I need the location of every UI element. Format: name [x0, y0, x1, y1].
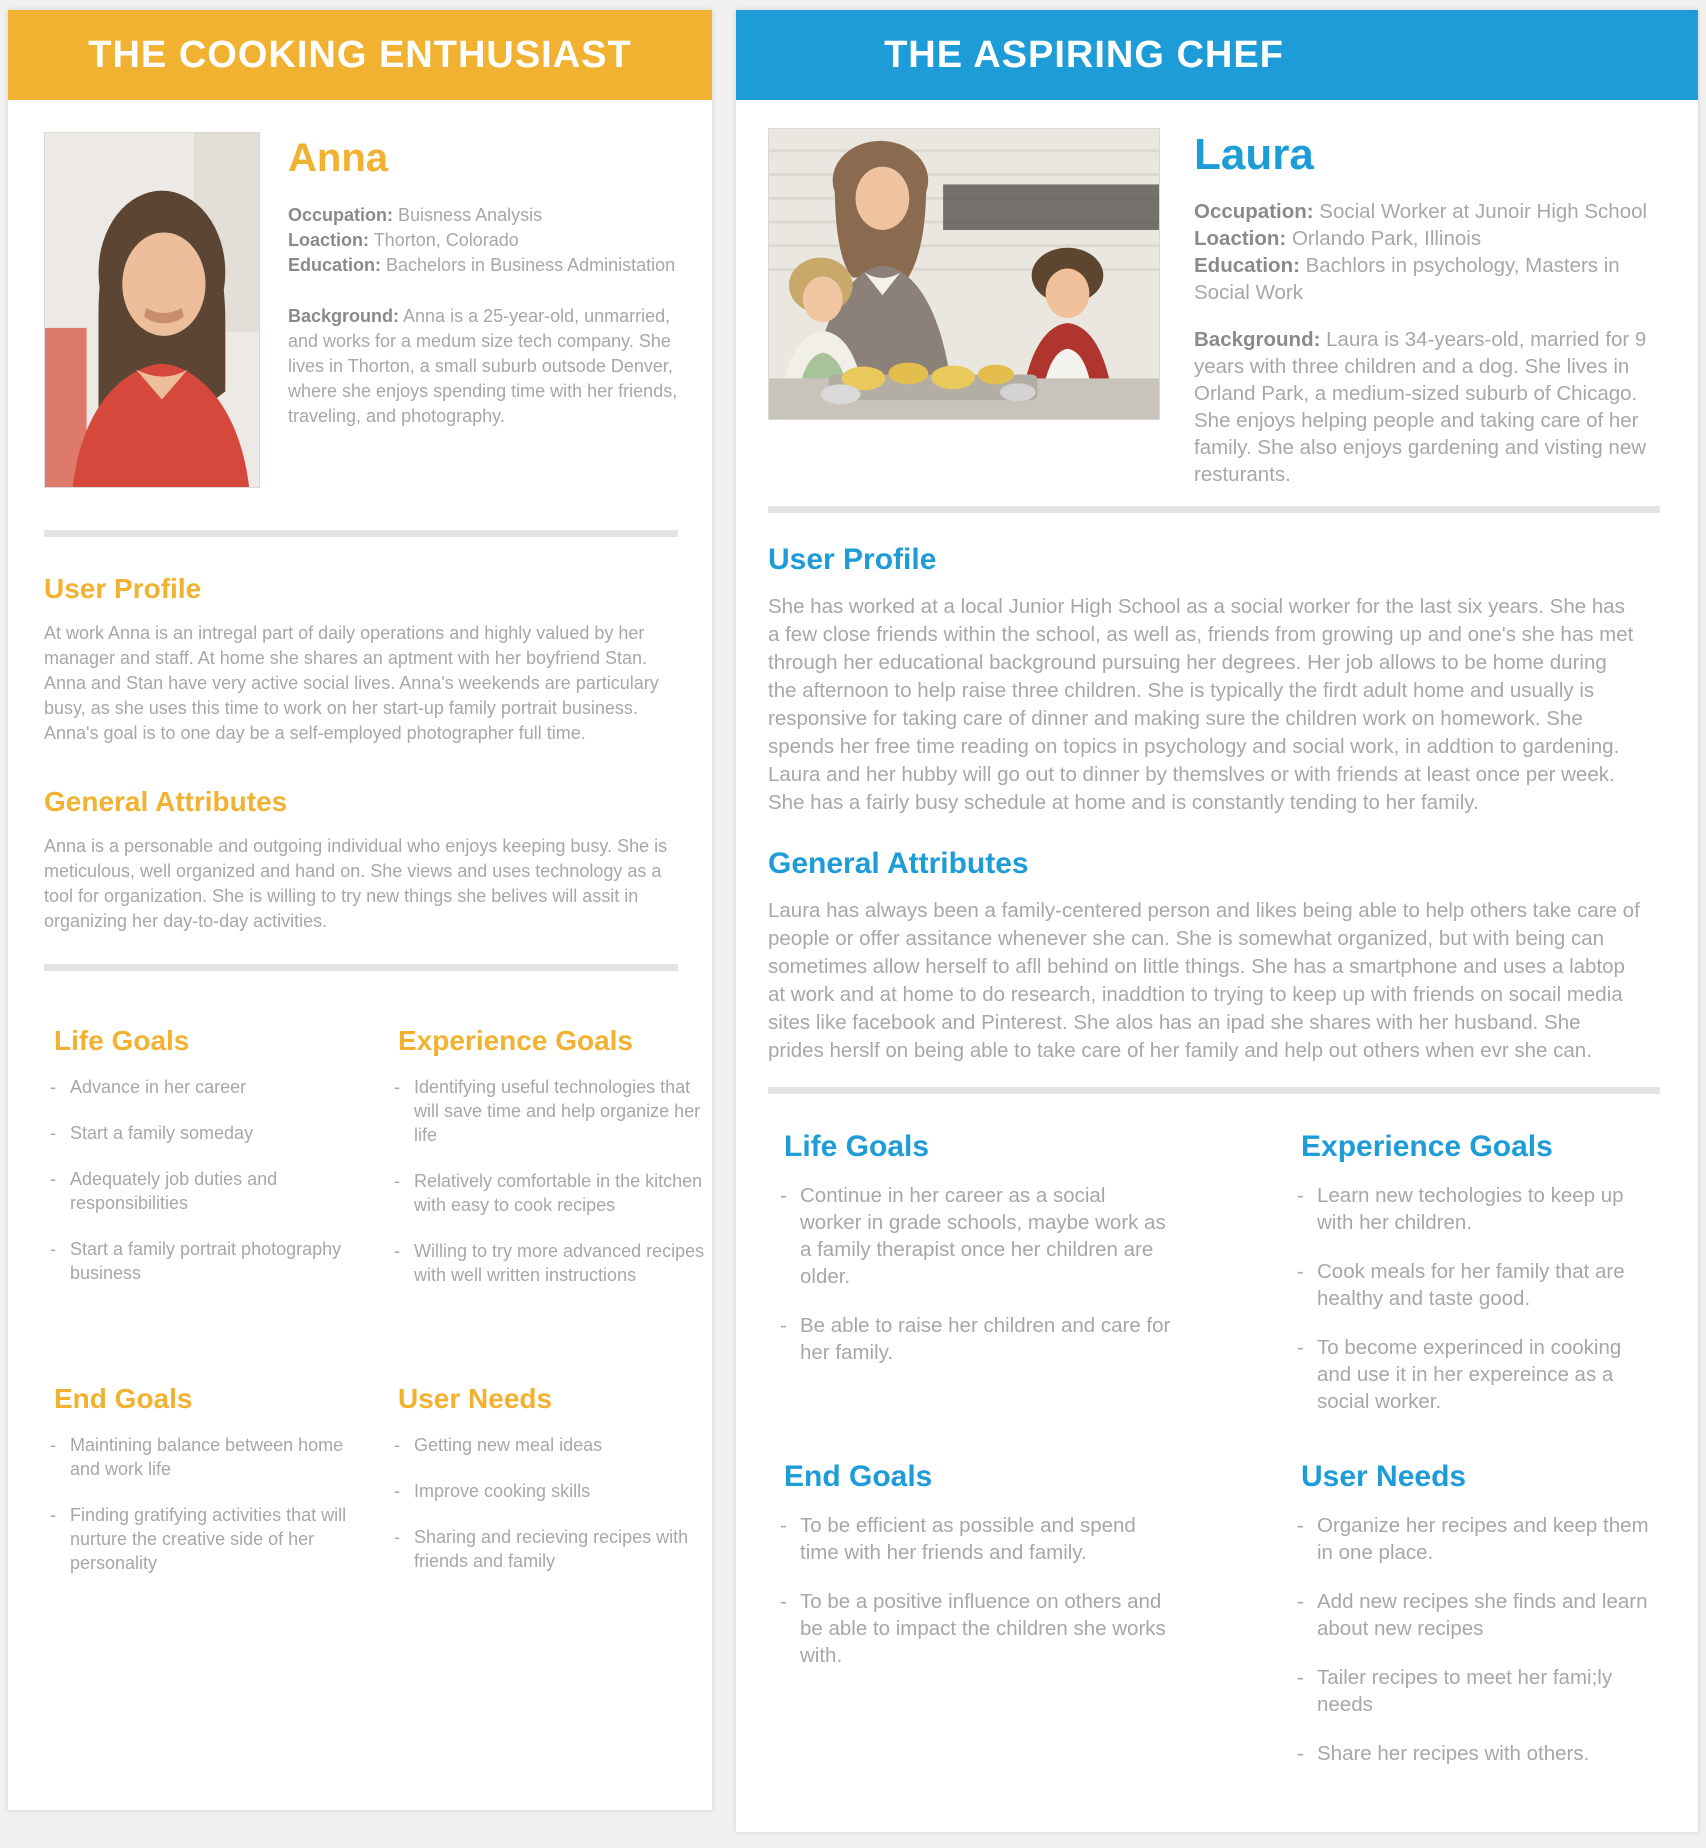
- user-needs-heading: User Needs: [398, 1383, 553, 1414]
- experience-goals-heading: Experience Goals: [1301, 1130, 1553, 1163]
- location-row: [288, 228, 678, 253]
- goal-item: - Adequately job duties and responsibilities: [46, 1167, 362, 1215]
- occupation-value: Buisness Analysis: [398, 205, 543, 225]
- life-goals-heading: Life Goals: [54, 1025, 190, 1056]
- user-profile-text: She has worked at a local Junior High School as a social worker for the last six years. She has a few close friends within the school, as well as, friends from growing up and one's she has met through her educational background pursuing her degrees. Her job allows to be home during the afternoon to help raise three children. She is typically the firdt adult home and usually is responsive for taking care of dinner and making sure the children work on homework. She spends her free time reading on topics in psychology and social work, in addtion to gardening. Laura and her hubby will go out to dinner by themslves or with friends at least once per week. She has a fairly busy schedule at home and is constantly tending to her family.: [768, 595, 1634, 814]
- persona-info: [288, 132, 678, 429]
- occupation-label: Occupation:: [288, 205, 394, 225]
- goal-item: - Maintining balance between home and work life: [46, 1433, 362, 1481]
- education-label: Education:: [1194, 254, 1300, 277]
- end-goals-section: [46, 1383, 390, 1575]
- goal-item: - Continue in her career as a social worker in grade schools, maybe work as a family therapist once her children are older.: [776, 1182, 1172, 1290]
- occupation-label: Occupation:: [1194, 200, 1314, 223]
- general-attributes-text: Laura has always been a family-centered person and likes being able to help others take care of people or offer assitance whenever she can. She is somewhat organized, but with being can sometimes allow herself to afll behind on little things. She has a smartphone and uses a labtop at work and at home to do research, inaddtion to trying to keep up with friends on socail media sites like facebook and Pinterest. She alos has an ipad she shares with her husband. She prides herslf on being able to take care of her family and help out others when evr she can.: [768, 899, 1640, 1062]
- section-divider: [44, 964, 678, 971]
- life-goals-section: [46, 1025, 390, 1287]
- background-row: [1194, 326, 1660, 488]
- goal-item: - Tailer recipes to meet her fami;ly needs: [1293, 1664, 1649, 1718]
- location-label: Loaction:: [288, 230, 369, 250]
- occupation-row: [288, 203, 678, 228]
- experience-goals-list: [1293, 1182, 1673, 1415]
- experience-goals-section: [1293, 1130, 1673, 1415]
- occupation-value: Social Worker at Junoir High School: [1319, 200, 1648, 223]
- location-value: Orlando Park, Illinois: [1291, 227, 1482, 250]
- persona-name: Anna: [288, 136, 388, 180]
- goal-item: - Finding gratifying activities that will nurture the creative side of her personality: [46, 1503, 362, 1575]
- laura-photo-illustration: [769, 129, 1159, 419]
- experience-goals-heading: Experience Goals: [398, 1025, 634, 1056]
- goal-item: - Start a family someday: [46, 1121, 362, 1145]
- general-attributes-heading: General Attributes: [768, 847, 1029, 880]
- anna-photo-illustration: [45, 133, 259, 487]
- user-needs-section: [1293, 1460, 1673, 1767]
- education-label: Education:: [288, 255, 381, 275]
- header-band: [8, 10, 712, 100]
- goals-grid: [8, 1025, 712, 1575]
- goal-item: - Be able to raise her children and care for her family.: [776, 1312, 1172, 1366]
- location-label: Loaction:: [1194, 227, 1287, 250]
- user-needs-section: [390, 1383, 710, 1575]
- section-divider: [44, 530, 678, 537]
- goal-item: - To be a positive influence on others and be able to impact the children she works with.: [776, 1588, 1172, 1669]
- background-value: Laura is 34-years-old, married for 9 years with three children and a dog. She lives in Orland Park, a medium-sized suburb of Chicago. She enjoys helping people and taking care of her family. She also enjoys gardening and visting new resturants.: [1194, 328, 1647, 486]
- goal-item: - Sharing and recieving recipes with friends and family: [390, 1525, 706, 1573]
- header-band: [736, 10, 1698, 100]
- goal-item: - Identifying useful technologies that will save time and help organize her life: [390, 1075, 706, 1147]
- persona-info: [1194, 128, 1660, 488]
- goal-item: - Relatively comfortable in the kitchen with easy to cook recipes: [390, 1169, 706, 1217]
- life-goals-list: [46, 1075, 390, 1285]
- location-row: [1194, 225, 1660, 252]
- goal-item: - Add new recipes she finds and learn about new recipes: [1293, 1588, 1649, 1642]
- background-label: Background:: [288, 306, 400, 326]
- goal-item: - Share her recipes with others.: [1293, 1740, 1649, 1767]
- life-goals-heading: Life Goals: [784, 1130, 930, 1163]
- persona-card-anna: [8, 10, 712, 1810]
- goal-item: - Advance in her career: [46, 1075, 362, 1099]
- end-goals-list: [46, 1433, 390, 1575]
- goal-item: - To be efficient as possible and spend time with her friends and family.: [776, 1512, 1172, 1566]
- user-profile-heading: User Profile: [768, 543, 937, 576]
- education-row: [1194, 252, 1660, 306]
- education-value: Bachelors in Business Administation: [386, 255, 676, 275]
- end-goals-list: [776, 1512, 1293, 1669]
- occupation-row: [1194, 198, 1660, 225]
- anna-photo: [44, 132, 260, 488]
- goal-item: - Cook meals for her family that are healthy and taste good.: [1293, 1258, 1649, 1312]
- experience-goals-list: [390, 1075, 710, 1287]
- end-goals-section: [776, 1460, 1293, 1767]
- end-goals-heading: End Goals: [784, 1460, 933, 1493]
- goal-item: - Improve cooking skills: [390, 1479, 706, 1503]
- top-section: [736, 100, 1698, 488]
- laura-photo: [768, 128, 1160, 420]
- experience-goals-section: [390, 1025, 710, 1287]
- persona-name: Laura: [1194, 130, 1314, 179]
- persona-card-laura: [736, 10, 1698, 1832]
- background-label: Background:: [1194, 328, 1321, 351]
- education-row: [288, 253, 678, 278]
- general-attributes-text: Anna is a personable and outgoing individual who enjoys keeping busy. She is meticulous, well organized and hand on. She views and uses technology as a tool for organization. She is willing to try new things she belives will assit in organizing her day-to-day activities.: [44, 836, 668, 931]
- top-section: [8, 100, 712, 488]
- persona-type-title: THE ASPIRING CHEF: [884, 33, 1284, 76]
- location-value: Thorton, Colorado: [373, 230, 519, 250]
- section-divider: [768, 1087, 1660, 1094]
- goal-item: - Willing to try more advanced recipes with well written instructions: [390, 1239, 706, 1287]
- section-divider: [768, 506, 1660, 513]
- user-profile-heading: User Profile: [44, 573, 202, 604]
- user-needs-heading: User Needs: [1301, 1460, 1467, 1493]
- background-value: Anna is a 25-year-old, unmarried, and works for a medum size tech company. She lives in Thorton, a small suburb outsode Denver, where she enjoys spending time with her friends, traveling, and photography.: [288, 306, 678, 426]
- life-goals-list: [776, 1182, 1293, 1366]
- user-profile-text: At work Anna is an intregal part of daily operations and highly valued by her manager and staff. At home she shares an aptment with her boyfriend Stan. Anna and Stan have very active social lives. Anna's weekends are particulary busy, as she uses this time to work on her start-up family portrait business. Anna's goal is to one day be a self-employed photographer full time.: [44, 623, 659, 743]
- general-attributes-heading: General Attributes: [44, 786, 288, 817]
- goal-item: - Start a family portrait photography business: [46, 1237, 362, 1285]
- life-goals-section: [776, 1130, 1293, 1415]
- goal-item: - Learn new techologies to keep up with her children.: [1293, 1182, 1649, 1236]
- user-needs-list: [390, 1433, 710, 1573]
- goals-grid: [736, 1130, 1698, 1767]
- goal-item: - Getting new meal ideas: [390, 1433, 706, 1457]
- user-needs-list: [1293, 1512, 1673, 1767]
- goal-item: - Organize her recipes and keep them in one place.: [1293, 1512, 1649, 1566]
- education-value: Bachlors in psychology, Masters in Social Work: [1194, 254, 1620, 304]
- goal-item: - To become experinced in cooking and use it in her expereince as a social worker.: [1293, 1334, 1649, 1415]
- persona-type-title: THE COOKING ENTHUSIAST: [88, 33, 632, 76]
- background-row: [288, 304, 678, 429]
- end-goals-heading: End Goals: [54, 1383, 193, 1414]
